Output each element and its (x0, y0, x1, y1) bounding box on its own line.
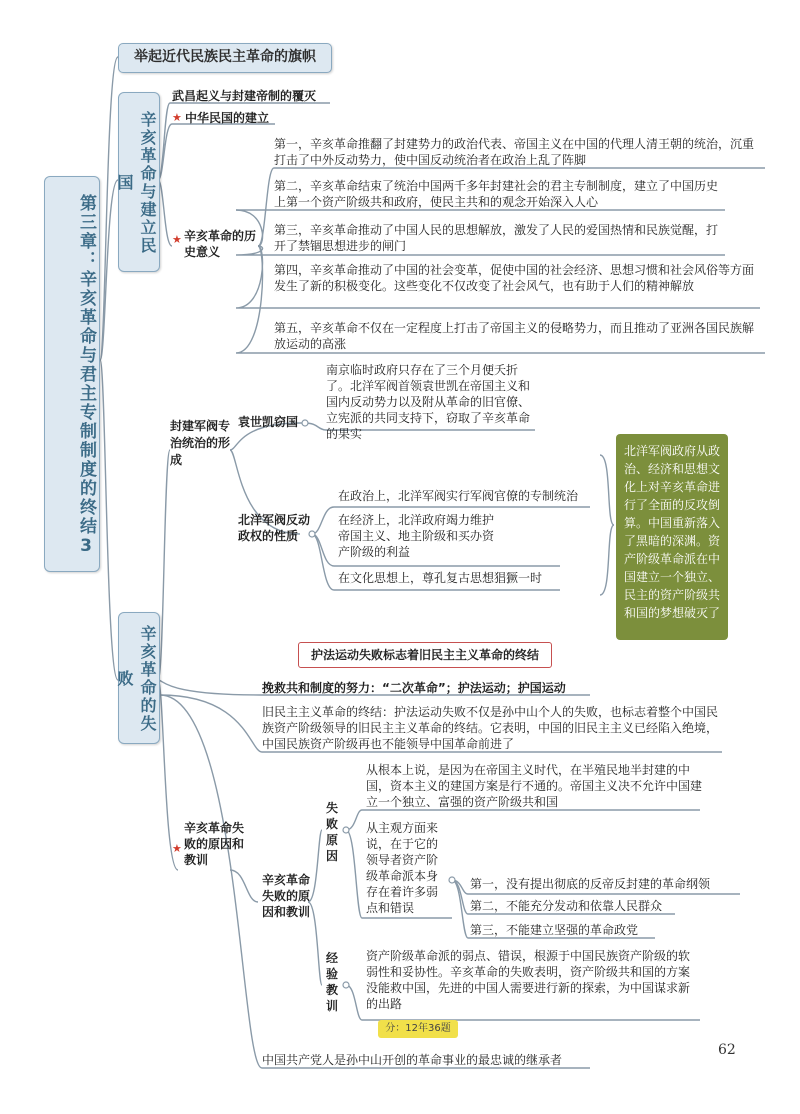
root-reason-text: 从根本上说，是因为在帝国主义时代，在半殖民地半封建的中国，资本主义的建国方案是行不通的。帝国主义决不允许中国建立一个独立、富强的资产阶级共和国 (366, 763, 703, 809)
chapter-title: 第三章：辛亥革命与君主专制制度的终结3 (76, 194, 96, 558)
star-icon: ★ (172, 842, 182, 855)
failure-lessons-sub: 辛亥革命失败的原因和教训 (262, 873, 311, 919)
chapter-title-box (44, 176, 100, 572)
significance-point-1: 第一，辛亥革命推翻了封建势力的政治代表、帝国主义在中国的代理人清王朝的统治，沉重打击了中外反动势力，使中国反动统治者在政治上乱了阵脚 (274, 137, 755, 167)
successor-statement: 中国共产党人是孙中山开创的革命事业的最忠诚的继承者 (262, 1053, 563, 1067)
save-republic-efforts: 挽救共和制度的努力：“二次革命”；护法运动；护国运动 (262, 681, 566, 695)
star-icon: ★ (172, 233, 182, 246)
branch-failure-label: 辛亥革命的失败 (115, 625, 157, 733)
failure-lessons-label: 辛亥革命失败的原因和教训 (184, 821, 245, 867)
failure-reasons-label: 失败原因 (326, 801, 339, 863)
section-title-banner: 举起近代民族民主革命的旗帜 (118, 43, 332, 73)
experience-text: 资产阶级革命派的弱点、错误，根源于中国民族资产阶级的软弱性和妥协性。辛亥革命的失败表明，资产阶级共和国的方案没能救中国，先进的中国人需要进行新的探索，为中国谋求新的出路 (366, 949, 691, 1011)
score-tag: 分：12年36题 (378, 1020, 458, 1038)
experience-label: 经验教训 (326, 951, 339, 1013)
star-icon: ★ (172, 111, 182, 124)
reason-point-1: 第一，没有提出彻底的反帝反封建的革命纲领 (470, 877, 711, 891)
beiyang-economy: 在经济上，北洋政府竭力维护帝国主义、地主阶级和买办资产阶级的利益 (338, 513, 495, 559)
hufa-end-callout: 护法运动失败标志着旧民主主义革命的终结 (298, 642, 552, 668)
branch-founding-box (115, 92, 160, 272)
wuchang-uprising: 武昌起义与封建帝制的覆灭 (172, 89, 317, 103)
reason-point-3: 第三，不能建立坚强的革命政党 (470, 923, 639, 937)
page-number: 62 (718, 1042, 736, 1058)
yuan-usurp-label: 袁世凯窃国 (238, 415, 299, 429)
old-revolution-end: 旧民主主义革命的终结：护法运动失败不仅是孙中山个人的失败，也标志着整个中国民族资产阶级领导的旧民主主义革命的终结。它表明，中国的旧民主主义已经陷入绝境，中国民族资产阶级再也不能领导中国革命前进了 (262, 705, 719, 751)
significance-point-5: 第五，辛亥革命不仅在一定程度上打击了帝国主义的侵略势力，而且推动了亚洲各国民族解放运动的高涨 (274, 321, 755, 351)
branch-founding-label: 辛亥革命与建立民国 (115, 111, 157, 255)
green-summary-box: 北洋军阀政府从政治、经济和思想文化上对辛亥革命进行了全面的反攻倒算。中国重新落入了黑暗的深渊。资产阶级革命派在中国建立一个独立、民主的资产阶级共和国的梦想破灭了 (616, 434, 728, 640)
significance-point-3: 第三，辛亥革命推动了中国人民的思想解放，激发了人民的爱国热情和民族觉醒，打开了禁锢思想进步的闸门 (274, 223, 719, 253)
warlord-rule-label: 封建军阀专治统治的形成 (170, 419, 231, 467)
significance-point-2: 第二，辛亥革命结束了统治中国两千多年封建社会的君主专制制度，建立了中国历史上第一个资产阶级共和政府，使民主共和的观念开始深入人心 (274, 179, 719, 209)
significance-label: 辛亥革命的历史意义 (184, 229, 257, 259)
reason-point-2: 第二，不能充分发动和依靠人民群众 (470, 899, 663, 913)
beiyang-culture: 在文化思想上，尊孔复古思想猖獗一时 (338, 571, 543, 585)
significance-point-4: 第四，辛亥革命推动了中国的社会变革，促使中国的社会经济、思想习惯和社会风俗等方面发生了新的积极变化。这些变化不仅改变了社会风气，也有助于人们的精神解放 (274, 263, 755, 293)
branch-failure-box (115, 612, 160, 744)
beiyang-politics: 在政治上，北洋军阀实行军阀官僚的专制统治 (338, 489, 579, 503)
republic-founded: 中华民国的建立 (185, 111, 270, 125)
yuan-usurp-text: 南京临时政府只存在了三个月便夭折了。北洋军阀首领袁世凯在帝国主义和国内反动势力以及附从革命的旧官僚、立宪派的共同支持下，窃取了辛亥革命的果实 (326, 363, 531, 441)
beiyang-nature-label: 北洋军阀反动政权的性质 (238, 513, 311, 543)
subjective-reason-text: 从主观方面来说，在于它的领导者资产阶级革命派本身存在着许多弱点和错误 (366, 821, 439, 915)
